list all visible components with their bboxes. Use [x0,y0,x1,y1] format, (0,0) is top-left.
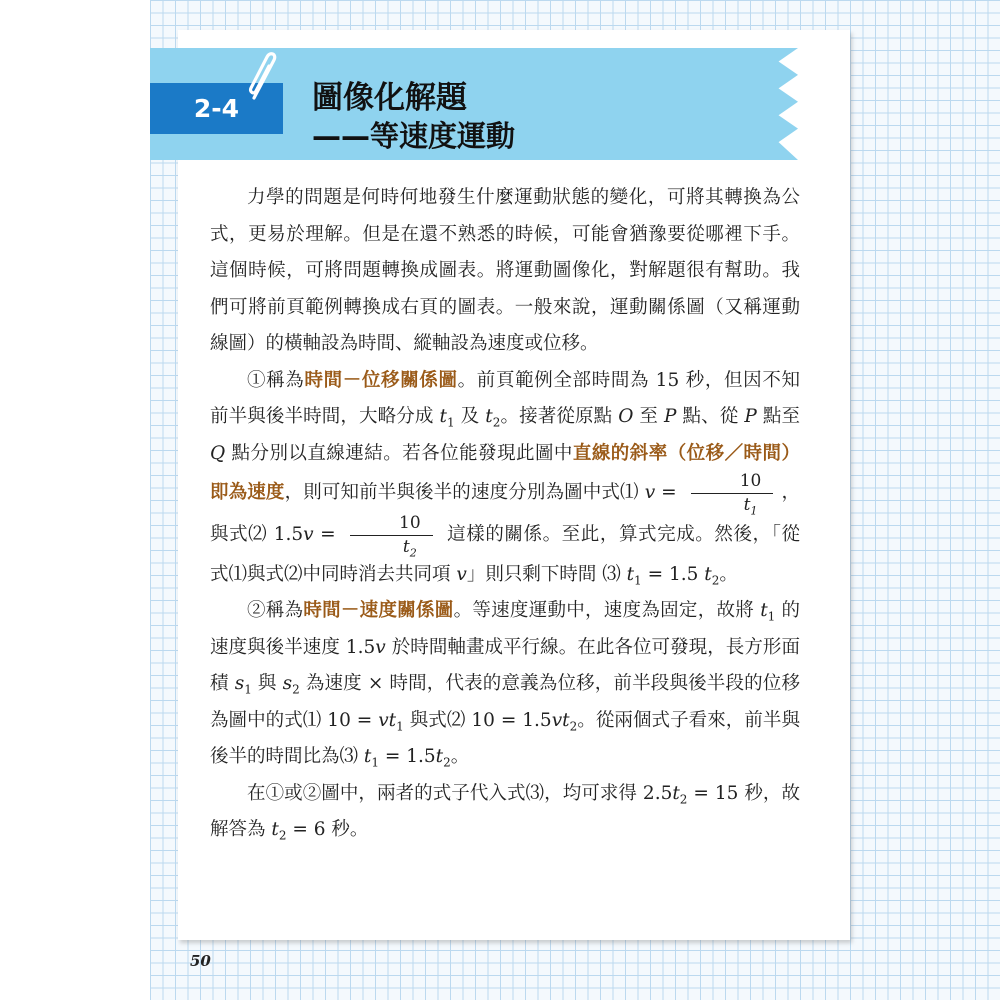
paragraph-3 [210,593,800,776]
math-sub: 2 [711,573,720,588]
math-sub: 1 [750,504,758,518]
paragraph-4 [210,776,800,849]
math-var: v [303,524,314,546]
math-var: t [704,563,712,585]
math-sub: 2 [569,719,578,734]
text-run: 於時間軸畫成平行線。在此各位可發現，長方形面積 [210,636,800,695]
text-run: 。等速度運動中，速度為固定，故將 [453,600,761,622]
math-var: t [271,819,279,841]
paperclip-icon [246,50,282,106]
math-var: t [760,600,768,622]
math-var: t [435,746,444,768]
text-run: = 1.5 [378,746,436,768]
math-sub: 2 [278,828,287,843]
text-run: 在①或②圖中，兩者的式子代入式⑶，均可求得 2.5 [247,782,673,804]
math-var: s [234,673,245,695]
math-var: v [375,636,386,658]
text-run: ， [781,482,800,504]
math-var: Q [210,442,226,464]
text-run: 。前頁範例全部時間為 15 秒，但因不知前半與後半時間，大略分成 [210,369,800,427]
math-sub: 1 [396,719,404,734]
math-sub: 1 [371,755,379,770]
text-run: = 1.5 [641,563,705,585]
math-var: v [456,563,467,585]
text-run: ①稱為 [247,369,305,391]
text-run: 。從兩個式子看來，前半與後半的時間比為⑶ [210,709,800,768]
math-var: t [439,406,447,427]
text-run: 點分別以直線連結。若各位能發現此圖中 [225,442,573,464]
page-subtitle: ——等速度運動 [312,119,516,153]
text-run: 。 [450,746,470,768]
math-var: t [402,537,410,558]
fraction-2 [350,513,433,560]
text-run: 及 [454,406,486,427]
text-run: = [313,524,343,546]
section-number: 2-4 [150,83,283,134]
math-sub: 2 [492,415,501,430]
math-var: v [644,482,656,504]
fraction-denominator [707,494,758,518]
text-run: 與式⑵ 1.5 [210,524,304,546]
page-number: 50 [190,952,211,970]
math-var: t [485,406,493,427]
fraction-numerator: 10 [691,472,774,494]
text-run: 與式⑵ 10 = 1.5 [403,709,552,731]
text-run: 為速度 × 時間，代表的意義為位移，前半段與後半段的位移為圖中的式⑴ 10 = [210,673,800,731]
text-run: 點至 [756,406,800,427]
text-run: 這樣的關係。至此，算式完成。然後，「從式⑴與式⑵中同時消去共同項 [210,524,800,585]
math-var: t [672,782,680,804]
text-run: 至 [633,406,665,427]
math-sub: 1 [634,573,642,588]
text-run: ②稱為 [247,600,304,622]
math-var: s [282,673,293,695]
math-sub: 1 [767,609,776,624]
math-var: t [626,563,635,585]
fraction-denominator [366,536,417,560]
math-var: P [744,406,757,427]
paragraph-2 [210,363,800,594]
text-run: = [655,482,683,504]
page-title: 圖像化解題 [312,80,467,116]
math-sub: 2 [443,755,451,770]
math-var: t [363,746,372,768]
math-var: O [618,406,634,427]
text-run: = 6 秒。 [286,819,369,841]
math-var: vt [378,709,397,731]
math-sub: 2 [292,682,300,697]
math-sub: 2 [409,546,417,560]
math-sub: 1 [244,682,252,697]
math-var: P [664,406,677,427]
highlight-term: 時間－位移關係圖 [304,369,458,391]
text-run: 」則只剩下時間 ⑶ [466,563,627,585]
text-run: 點、從 [676,406,745,427]
math-sub: 2 [679,792,688,807]
text-run: ，則可知前半與後半的速度分別為圖中式⑴ [284,482,645,504]
fraction-1 [691,471,774,518]
math-sub: 1 [446,415,455,430]
text-run: 。 [719,563,738,585]
highlight-term: 直線的斜率（位移／時間）即為速度 [210,442,800,504]
text-run: 的速度與後半速度 1.5 [210,600,800,658]
body-text [210,180,800,849]
paragraph-1: 力學的問題是何時何地發生什麼運動狀態的變化，可將其轉換為公式，更易於理解。但是在還不熟悉的時候，可能會猶豫要從哪裡下手。這個時候，可將問題轉換成圖表。將運動圖像化，對解題很有幫助。我們可將前頁範例轉換成右頁的圖表。一般來說，運動關係圖（又稱運動線圖）的橫軸設為時間、縱軸設為速度或位移。 [210,187,800,354]
math-var: t [743,494,751,515]
math-var: vt [551,709,570,731]
text-run: = 15 秒，故解答為 [210,782,800,841]
text-run: 與 [251,673,283,695]
highlight-term: 時間－速度關係圖 [303,600,454,622]
fraction-numerator: 10 [350,514,433,536]
text-run: 。接著從原點 [500,406,619,427]
